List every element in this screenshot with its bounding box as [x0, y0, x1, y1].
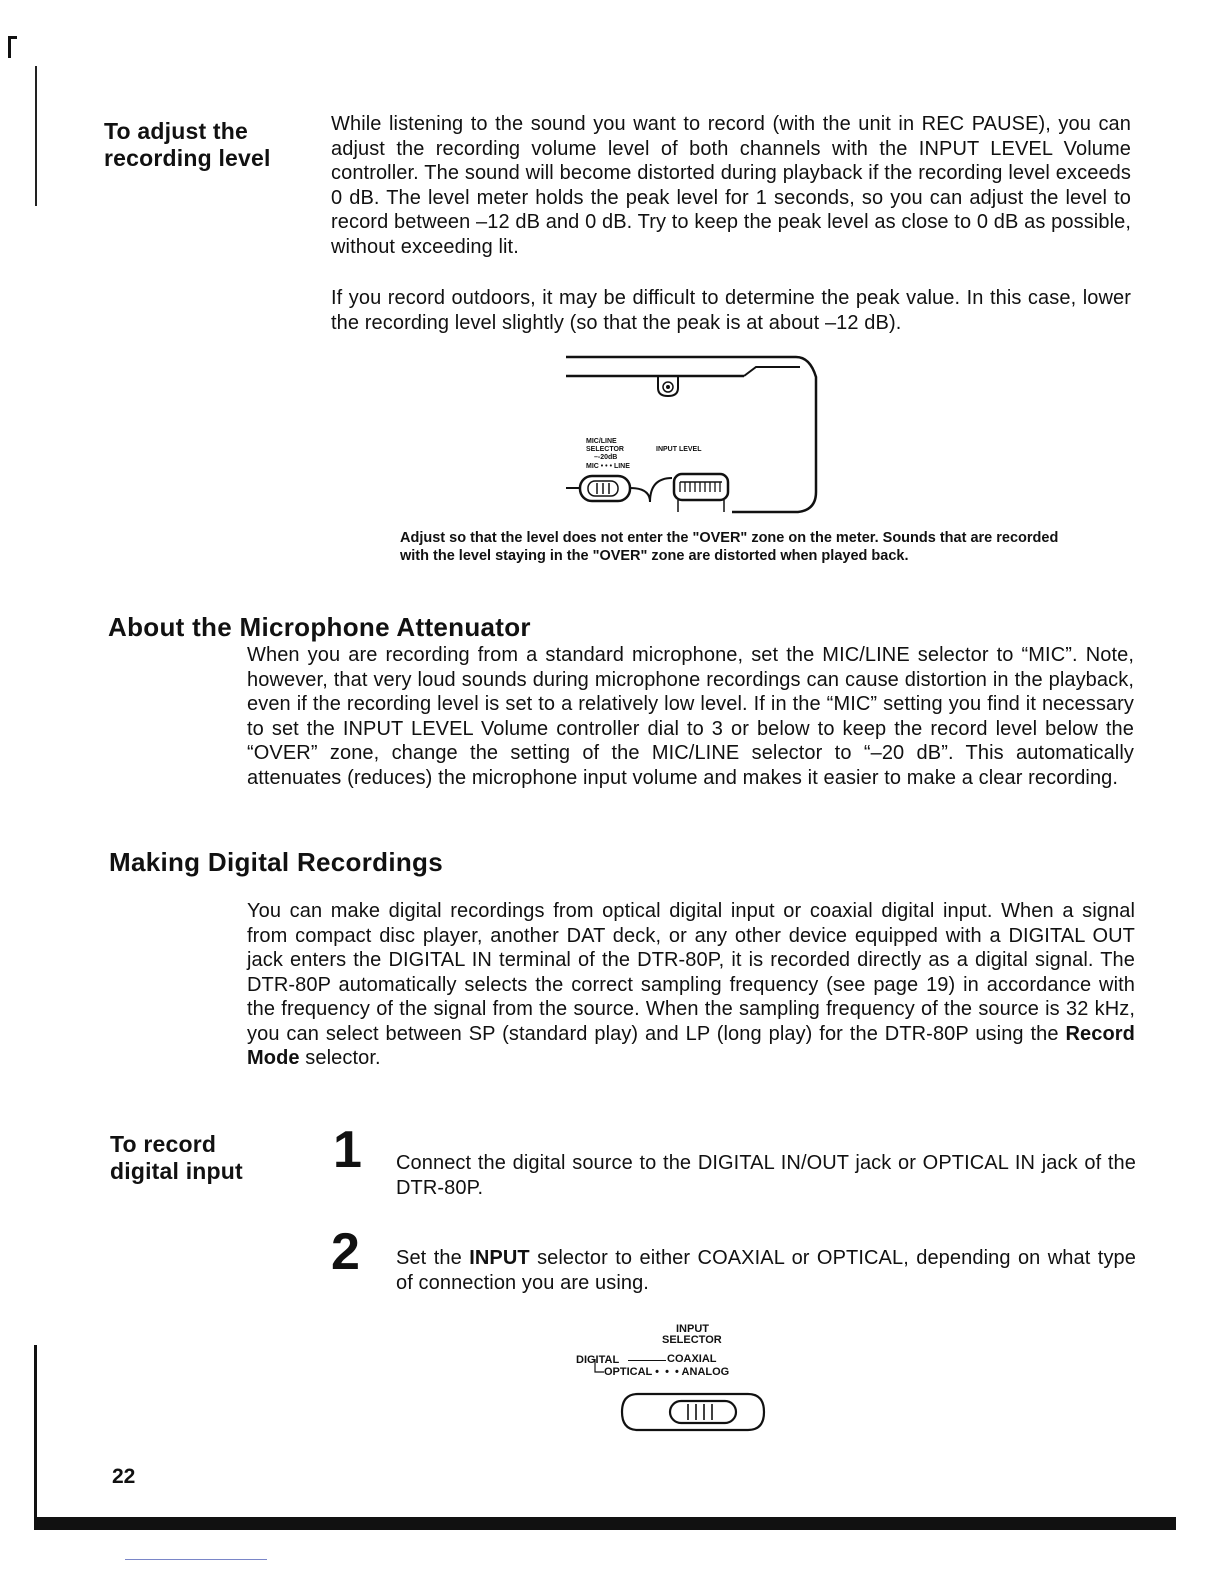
corner-mark-top	[8, 36, 17, 39]
step-2-number: 2	[331, 1223, 360, 1281]
microphone-attenuator-text: When you are recording from a standard microphone, set the MIC/LINE selector to “MIC”. Note, however, that very loud sounds during microphone recordings can cause distortion in the playback, even if the recording level is set to a relatively low level. If in the “MIC” setting you find it necessary to set the INPUT LEVEL Volume controller dial to 3 or below to keep the record level below the “OVER” zone, change the setting of the MIC/LINE selector to “–20 dB”. This automatically attenuates (reduces) the microphone input volume and makes it easier to make a clear recording.	[247, 644, 1134, 789]
input-level-label: INPUT LEVEL	[656, 446, 702, 453]
adjust-level-heading-line2: recording level	[104, 145, 271, 171]
corner-mark	[8, 36, 11, 58]
digital-text-part1: You can make digital recordings from optical digital input or coaxial digital input. When a signal from compact disc player, another DAT deck, or any other device equipped with a DIGITAL OUT jack enters the DIGITAL IN terminal of the DTR-80P, it is recorded directly as a digital signal. The DTR-80P automatically selects the correct sampling frequency (see page 19) in accordance with the frequency of the signal from the source. When the sampling frequency of the source is 32 kHz, you can select between SP (standard play) and LP (long play) for the DTR-80P using the	[247, 900, 1135, 1045]
digital-text-part2: selector.	[299, 1047, 381, 1069]
selector-label: SELECTOR	[662, 1334, 722, 1346]
digital-label: DIGITAL	[576, 1354, 620, 1366]
step-2-text-part1: Set the	[396, 1247, 470, 1269]
step-1-text: Connect the digital source to the DIGITAL IN/OUT jack or OPTICAL IN jack of the DTR-80P.	[396, 1152, 1136, 1199]
footer-link-line	[125, 1559, 267, 1560]
adjust-level-heading-line1: To adjust the	[104, 118, 249, 144]
adjust-level-paragraph-1: While listening to the sound you want to record (with the unit in REC PAUSE), you can adjust the recording volume level of both channels with the INPUT LEVEL Volume controller. The sound will become distorted during playback if the recording level exceeds 0 dB. The level meter holds the peak level for 1 seconds, so you can adjust the level to record between –12 dB and 0 dB. Try to keep the peak level as close to 0 dB as possible, without exceeding lit.	[331, 113, 1131, 258]
adjust-level-paragraph-2: If you record outdoors, it may be difficult to determine the peak value. In this case, lower the recording level slightly (so that the peak is at about –12 dB).	[331, 287, 1131, 334]
step-1-number: 1	[333, 1121, 362, 1179]
left-margin-line-lower	[34, 1345, 37, 1530]
bottom-rule	[36, 1517, 1176, 1530]
record-mode-bold: Record Mode	[247, 1022, 1135, 1069]
coaxial-label: COAXIAL	[667, 1353, 717, 1365]
digital-recordings-title: Making Digital Recordings	[109, 847, 443, 877]
page-number: 22	[112, 1465, 136, 1488]
step-2-text-part2: selector to either COAXIAL or OPTICAL, depending on what type of connection you are using.	[396, 1247, 1136, 1294]
figure-caption-over-zone: Adjust so that the level does not enter the "OVER" zone on the meter. Sounds that are recorded with the level staying in the "OVER" zone are distorted when played back.	[400, 530, 1059, 564]
record-digital-heading-line2: digital input	[110, 1158, 243, 1184]
optical-analog-label: OPTICAL • • • ANALOG	[604, 1366, 730, 1378]
attenuator-20db-label: –-20dB	[594, 454, 618, 461]
input-label: INPUT	[676, 1323, 709, 1335]
mic-line-selector-figure	[560, 352, 826, 524]
left-margin-line	[35, 66, 37, 206]
input-bold: INPUT	[469, 1247, 530, 1269]
adjust-level-heading	[104, 118, 314, 172]
input-selector-figure	[570, 1320, 800, 1438]
mic-line-positions-label: MIC • • • LINE	[586, 463, 630, 470]
digital-recordings-text	[247, 899, 1135, 1071]
microphone-attenuator-title: About the Microphone Attenuator	[108, 612, 531, 642]
record-digital-heading-line1: To record	[110, 1131, 217, 1157]
mic-line-selector-label: MIC/LINE SELECTOR	[586, 438, 624, 453]
step-2-text	[396, 1246, 1136, 1295]
record-digital-heading	[110, 1131, 310, 1185]
input-selector-switch	[570, 1320, 800, 1438]
